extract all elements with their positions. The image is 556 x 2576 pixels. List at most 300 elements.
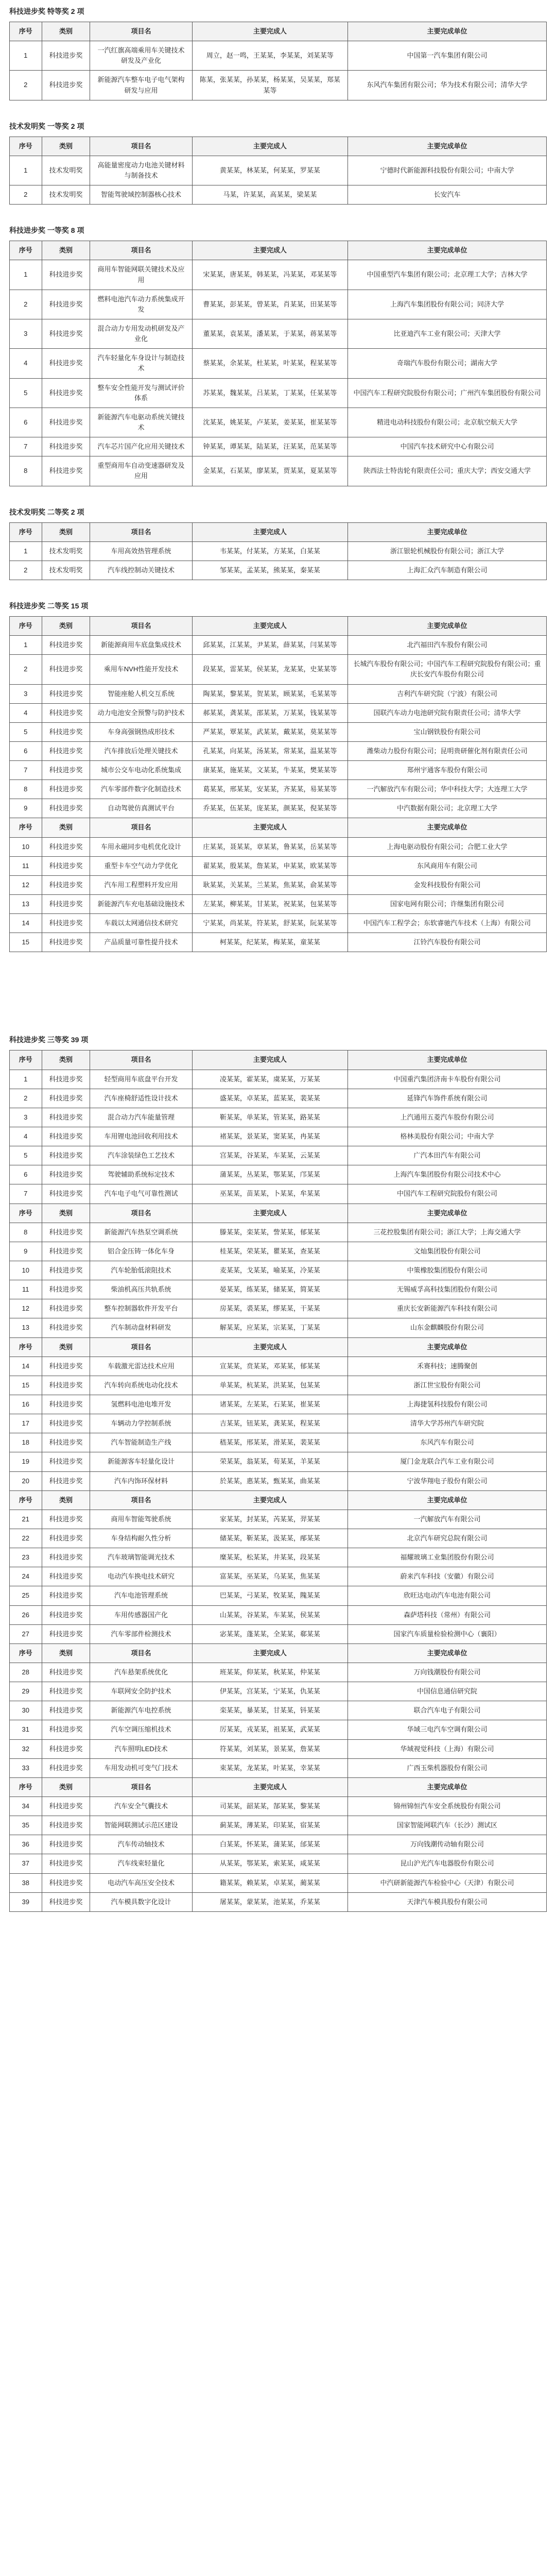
cell-units: 清华大学苏州汽车研究院	[348, 1414, 547, 1433]
table-row	[10, 1892, 547, 1911]
cell-project: 汽车空调压缩机技术	[90, 1720, 192, 1739]
cell-people: 周立，赵一鸣，王某某，李某某，刘某某等	[192, 41, 348, 71]
cell-units: 宁波华翔电子股份有限公司	[348, 1471, 547, 1490]
cell-project: 汽车线控制动关键技术	[90, 561, 192, 580]
column-header-units: 主要完成单位	[348, 1050, 547, 1070]
cell-category: 科技进步奖	[42, 1376, 90, 1395]
cell-category: 科技进步奖	[42, 319, 90, 348]
cell-index: 1	[10, 41, 42, 71]
cell-people: 董某某，袁某某，潘某某，于某某，蒋某某等	[192, 319, 348, 348]
table-row	[10, 684, 547, 703]
cell-category: 科技进步奖	[42, 378, 90, 408]
cell-units: 无锡威孚高科技集团股份有限公司	[348, 1280, 547, 1299]
table-row	[10, 1586, 547, 1605]
cell-project: 电动汽车高压安全技术	[90, 1873, 192, 1892]
cell-units: 吉利汽车研究院（宁波）有限公司	[348, 684, 547, 703]
cell-category: 科技进步奖	[42, 1184, 90, 1204]
cell-project: 智能网联测试示范区建设	[90, 1816, 192, 1835]
cell-project: 自动驾驶仿真测试平台	[90, 799, 192, 818]
table-header-row	[10, 1204, 547, 1223]
cell-people: 解某某，应某某，宗某某，丁某某	[192, 1318, 348, 1337]
table-row	[10, 895, 547, 914]
cell-category: 科技进步奖	[42, 1758, 90, 1777]
cell-people: 家某某，封某某，芮某某，羿某某	[192, 1510, 348, 1529]
cell-project: 柴油机高压共轨系统	[90, 1280, 192, 1299]
cell-index: 17	[10, 1414, 42, 1433]
cell-index: 32	[10, 1739, 42, 1758]
cell-index: 7	[10, 1184, 42, 1204]
table-header-row	[10, 1050, 547, 1070]
table-row	[10, 741, 547, 760]
table-row	[10, 1720, 547, 1739]
cell-index: 6	[10, 1165, 42, 1184]
cell-units: 潍柴动力股份有限公司；昆明贵研催化剂有限责任公司	[348, 741, 547, 760]
cell-category: 科技进步奖	[42, 1299, 90, 1318]
cell-category: 科技进步奖	[42, 761, 90, 780]
cell-project: 车用锂电池回收利用技术	[90, 1127, 192, 1146]
cell-index: 12	[10, 875, 42, 894]
cell-units: 联合汽车电子有限公司	[348, 1701, 547, 1720]
table-header-row	[10, 22, 547, 41]
cell-index: 3	[10, 1108, 42, 1127]
table-row	[10, 1089, 547, 1108]
cell-category: 技术发明奖	[42, 561, 90, 580]
column-header-category: 类别	[42, 1204, 90, 1223]
table-row	[10, 703, 547, 722]
cell-category: 科技进步奖	[42, 856, 90, 875]
cell-project: 轻型商用车底盘平台开发	[90, 1070, 192, 1089]
cell-project: 新能源商用车底盘集成技术	[90, 636, 192, 655]
column-header-units: 主要完成单位	[348, 1337, 547, 1357]
cell-people: 麦某某，戈某某，喻某某，冷某某	[192, 1261, 348, 1280]
cell-people: 籍某某，赖某某，卓某某，蔺某某	[192, 1873, 348, 1892]
column-header-people: 主要完成人	[192, 137, 348, 156]
table-header-row	[10, 1777, 547, 1797]
cell-people: 晏某某，练某某，储某某，简某某	[192, 1280, 348, 1299]
cell-project: 智能座舱人机交互系统	[90, 684, 192, 703]
cell-category: 科技进步奖	[42, 1089, 90, 1108]
column-header-project: 项目名	[90, 137, 192, 156]
cell-units: 金发科技股份有限公司	[348, 875, 547, 894]
cell-index: 4	[10, 703, 42, 722]
cell-index: 24	[10, 1567, 42, 1586]
section-title: 科技进步奖 二等奖 15 项	[9, 601, 89, 610]
cell-units: 宁德时代新能源科技股份有限公司；中南大学	[348, 156, 547, 185]
cell-units: 华域三电汽车空调有限公司	[348, 1720, 547, 1739]
cell-category: 科技进步奖	[42, 1873, 90, 1892]
cell-project: 汽车轻量化车身设计与制造技术	[90, 349, 192, 378]
cell-index: 1	[10, 260, 42, 290]
cell-units: 三花控股集团有限公司；浙江大学；上海交通大学	[348, 1223, 547, 1242]
cell-people: 曹某某，彭某某，曾某某，肖某某，田某某等	[192, 290, 348, 319]
cell-category: 科技进步奖	[42, 799, 90, 818]
cell-project: 汽车电子电气可靠性测试	[90, 1184, 192, 1204]
cell-project: 电动汽车换电技术研究	[90, 1567, 192, 1586]
cell-index: 2	[10, 1089, 42, 1108]
column-header-category: 类别	[42, 1050, 90, 1070]
cell-project: 汽车涂装绿色工艺技术	[90, 1146, 192, 1165]
table-row	[10, 1280, 547, 1299]
cell-index: 15	[10, 1376, 42, 1395]
column-header-category: 类别	[42, 1490, 90, 1510]
column-header-category: 类别	[42, 1337, 90, 1357]
table-row	[10, 1510, 547, 1529]
table-row	[10, 1318, 547, 1337]
cell-people: 蒲某某，丛某某，鄂某某，邝某某	[192, 1165, 348, 1184]
cell-people: 伊某某，宫某某，宁某某，仇某某	[192, 1682, 348, 1701]
column-header-index: 序号	[10, 1490, 42, 1510]
cell-units: 上海捷氢科技股份有限公司	[348, 1395, 547, 1414]
cell-units: 上海汽车集团股份有限公司技术中心	[348, 1165, 547, 1184]
cell-category: 科技进步奖	[42, 1433, 90, 1452]
cell-people: 宁某某，尚某某，符某某，舒某某，阮某某等	[192, 914, 348, 933]
cell-people: 凌某某，霍某某，虞某某，万某某	[192, 1070, 348, 1089]
table-row	[10, 1854, 547, 1873]
cell-category: 科技进步奖	[42, 636, 90, 655]
cell-index: 16	[10, 1395, 42, 1414]
cell-project: 汽车模具数字化设计	[90, 1892, 192, 1911]
section-title: 科技进步奖 一等奖 8 项	[9, 226, 84, 235]
award-table	[9, 22, 547, 100]
cell-category: 科技进步奖	[42, 71, 90, 100]
award-section	[9, 115, 547, 205]
cell-project: 汽车转向系统电动化技术	[90, 1376, 192, 1395]
cell-category: 科技进步奖	[42, 1682, 90, 1701]
cell-index: 35	[10, 1816, 42, 1835]
cell-units: 重庆长安新能源汽车科技有限公司	[348, 1299, 547, 1318]
cell-index: 2	[10, 290, 42, 319]
cell-category: 科技进步奖	[42, 741, 90, 760]
cell-category: 科技进步奖	[42, 408, 90, 437]
cell-people: 白某某，怀某某，蒲某某，邰某某	[192, 1835, 348, 1854]
cell-project: 新能源汽车充电基础设施技术	[90, 895, 192, 914]
cell-project: 汽车用工程塑料开发应用	[90, 875, 192, 894]
award-section	[9, 595, 547, 953]
cell-people: 蔡某某，余某某，杜某某，叶某某，程某某等	[192, 349, 348, 378]
cell-project: 城市公交车电动化系统集成	[90, 761, 192, 780]
cell-units: 上汽通用五菱汽车股份有限公司	[348, 1108, 547, 1127]
cell-index: 7	[10, 761, 42, 780]
table-header-row	[10, 818, 547, 837]
cell-people: 马某，许某某，高某某，梁某某	[192, 185, 348, 205]
award-section	[9, 0, 547, 100]
table-row	[10, 1242, 547, 1261]
cell-units: 广汽本田汽车有限公司	[348, 1146, 547, 1165]
cell-category: 科技进步奖	[42, 1414, 90, 1433]
table-row	[10, 1529, 547, 1548]
cell-index: 2	[10, 71, 42, 100]
cell-index: 6	[10, 408, 42, 437]
cell-index: 36	[10, 1835, 42, 1854]
cell-units: 宝山钢铁股份有限公司	[348, 722, 547, 741]
table-row	[10, 260, 547, 290]
cell-units: 欣旺达电动汽车电池有限公司	[348, 1586, 547, 1605]
column-header-project: 项目名	[90, 1643, 192, 1663]
cell-project: 重型卡车空气动力学优化	[90, 856, 192, 875]
column-header-index: 序号	[10, 1337, 42, 1357]
cell-category: 科技进步奖	[42, 895, 90, 914]
cell-index: 7	[10, 437, 42, 456]
cell-category: 科技进步奖	[42, 1223, 90, 1242]
table-row	[10, 319, 547, 348]
cell-units: 东风商用车有限公司	[348, 856, 547, 875]
cell-index: 4	[10, 349, 42, 378]
cell-people: 苏某某，魏某某，吕某某，丁某某，任某某等	[192, 378, 348, 408]
cell-project: 商用车智能网联关键技术及应用	[90, 260, 192, 290]
cell-units: 精进电动科技股份有限公司；北京航空航天大学	[348, 408, 547, 437]
cell-units: 比亚迪汽车工业有限公司；天津大学	[348, 319, 547, 348]
column-header-index: 序号	[10, 616, 42, 635]
cell-index: 30	[10, 1701, 42, 1720]
column-header-project: 项目名	[90, 818, 192, 837]
cell-project: 燃料电池汽车动力系统集成开发	[90, 290, 192, 319]
cell-units: 长城汽车股份有限公司；中国汽车工程研究院股份有限公司；重庆长安汽车股份有限公司	[348, 655, 547, 684]
cell-index: 8	[10, 1223, 42, 1242]
column-header-people: 主要完成人	[192, 1490, 348, 1510]
cell-people: 嵇某某，邢某某，滑某某，裴某某	[192, 1433, 348, 1452]
table-row	[10, 837, 547, 856]
cell-category: 科技进步奖	[42, 1529, 90, 1548]
cell-people: 诸某某，左某某，石某某，崔某某	[192, 1395, 348, 1414]
cell-category: 科技进步奖	[42, 1663, 90, 1682]
table-row	[10, 875, 547, 894]
cell-units: 上海电驱动股份有限公司；合肥工业大学	[348, 837, 547, 856]
cell-index: 9	[10, 1242, 42, 1261]
cell-people: 束某某，龙某某，叶某某，幸某某	[192, 1758, 348, 1777]
cell-project: 汽车芯片国产化应用关键技术	[90, 437, 192, 456]
cell-category: 科技进步奖	[42, 456, 90, 486]
cell-project: 整车安全性能开发与测试评价体系	[90, 378, 192, 408]
cell-units: 中国汽车工程学会；东软睿驰汽车技术（上海）有限公司	[348, 914, 547, 933]
table-row	[10, 933, 547, 952]
cell-index: 13	[10, 895, 42, 914]
cell-units: 浙江世宝股份有限公司	[348, 1376, 547, 1395]
cell-people: 左某某，柳某某，甘某某，祝某某，包某某等	[192, 895, 348, 914]
cell-project: 混合动力汽车能量管理	[90, 1108, 192, 1127]
column-header-people: 主要完成人	[192, 522, 348, 541]
award-table	[9, 522, 547, 580]
cell-category: 科技进步奖	[42, 1605, 90, 1624]
award-section	[9, 501, 547, 580]
cell-units: 山东金麒麟股份有限公司	[348, 1318, 547, 1337]
column-header-index: 序号	[10, 1204, 42, 1223]
cell-people: 靳某某，单某某，管某某，路某某	[192, 1108, 348, 1127]
cell-units: 北京汽车研究总院有限公司	[348, 1529, 547, 1548]
column-header-people: 主要完成人	[192, 616, 348, 635]
cell-index: 11	[10, 856, 42, 875]
cell-category: 科技进步奖	[42, 1586, 90, 1605]
cell-project: 汽车零部件数字化制造技术	[90, 780, 192, 799]
cell-units: 江铃汽车股份有限公司	[348, 933, 547, 952]
cell-category: 科技进步奖	[42, 1854, 90, 1873]
cell-units: 中国第一汽车集团有限公司	[348, 41, 547, 71]
column-header-index: 序号	[10, 241, 42, 260]
table-row	[10, 1165, 547, 1184]
cell-category: 科技进步奖	[42, 1127, 90, 1146]
award-table	[9, 1050, 547, 1911]
cell-category: 科技进步奖	[42, 1835, 90, 1854]
cell-project: 汽车线束轻量化	[90, 1854, 192, 1873]
table-row	[10, 1261, 547, 1280]
column-header-index: 序号	[10, 1777, 42, 1797]
cell-index: 1	[10, 541, 42, 561]
table-row	[10, 1452, 547, 1471]
table-row	[10, 1797, 547, 1816]
column-header-project: 项目名	[90, 22, 192, 41]
cell-project: 新能源汽车热泵空调系统	[90, 1223, 192, 1242]
table-header-row	[10, 1643, 547, 1663]
column-header-people: 主要完成人	[192, 1204, 348, 1223]
cell-people: 蓟某某，薄某某，印某某，宿某某	[192, 1816, 348, 1835]
cell-people: 宓某某，蓬某某，全某某，郗某某	[192, 1624, 348, 1643]
cell-units: 中汽研新能源汽车检验中心（天津）有限公司	[348, 1873, 547, 1892]
cell-people: 富某某，巫某某，乌某某，焦某某	[192, 1567, 348, 1586]
cell-people: 滕某某，栾某某，訾某某，郁某某	[192, 1223, 348, 1242]
cell-people: 房某某，裘某某，缪某某，干某某	[192, 1299, 348, 1318]
table-row	[10, 1471, 547, 1490]
cell-people: 金某某，石某某，廖某某，贾某某，夏某某等	[192, 456, 348, 486]
cell-units: 国家电网有限公司；许继集团有限公司	[348, 895, 547, 914]
cell-units: 上海汇众汽车制造有限公司	[348, 561, 547, 580]
cell-project: 车用传感器国产化	[90, 1605, 192, 1624]
table-header-row	[10, 522, 547, 541]
cell-category: 科技进步奖	[42, 349, 90, 378]
table-row	[10, 655, 547, 684]
column-header-project: 项目名	[90, 241, 192, 260]
cell-people: 孔某某，向某某，汤某某，常某某，温某某等	[192, 741, 348, 760]
column-header-project: 项目名	[90, 616, 192, 635]
cell-category: 科技进步奖	[42, 1146, 90, 1165]
award-section	[9, 1028, 547, 1911]
cell-people: 储某某，靳某某，汲某某，邴某某	[192, 1529, 348, 1548]
cell-index: 18	[10, 1433, 42, 1452]
cell-units: 陕西法士特齿轮有限责任公司；重庆大学；西安交通大学	[348, 456, 547, 486]
cell-category: 技术发明奖	[42, 156, 90, 185]
table-row	[10, 1701, 547, 1720]
cell-index: 20	[10, 1471, 42, 1490]
table-row	[10, 456, 547, 486]
cell-project: 氢燃料电池电堆开发	[90, 1395, 192, 1414]
cell-units: 国联汽车动力电池研究院有限责任公司；清华大学	[348, 703, 547, 722]
cell-project: 汽车传动轴技术	[90, 1835, 192, 1854]
table-row	[10, 378, 547, 408]
table-row	[10, 349, 547, 378]
cell-index: 39	[10, 1892, 42, 1911]
cell-index: 2	[10, 561, 42, 580]
cell-category: 科技进步奖	[42, 1261, 90, 1280]
table-header-row	[10, 241, 547, 260]
cell-units: 国家智能网联汽车（长沙）测试区	[348, 1816, 547, 1835]
cell-index: 5	[10, 722, 42, 741]
cell-project: 新能源汽车电驱动系统关键技术	[90, 408, 192, 437]
cell-people: 陈某，张某某，孙某某，杨某某，吴某某，郑某某等	[192, 71, 348, 100]
table-row	[10, 1548, 547, 1567]
column-header-units: 主要完成单位	[348, 1204, 547, 1223]
cell-index: 37	[10, 1854, 42, 1873]
cell-index: 19	[10, 1452, 42, 1471]
cell-category: 科技进步奖	[42, 933, 90, 952]
cell-category: 科技进步奖	[42, 1510, 90, 1529]
section-title: 技术发明奖 一等奖 2 项	[9, 122, 84, 130]
table-row	[10, 1567, 547, 1586]
cell-project: 汽车安全气囊技术	[90, 1797, 192, 1816]
cell-units: 中策橡胶集团股份有限公司	[348, 1261, 547, 1280]
column-header-units: 主要完成单位	[348, 1490, 547, 1510]
cell-units: 昆山沪光汽车电器股份有限公司	[348, 1854, 547, 1873]
cell-people: 葛某某，邢某某，安某某，齐某某，易某某等	[192, 780, 348, 799]
cell-people: 宋某某，唐某某，韩某某，冯某某，邓某某等	[192, 260, 348, 290]
cell-units: 郑州宇通客车股份有限公司	[348, 761, 547, 780]
cell-project: 整车控制器软件开发平台	[90, 1299, 192, 1318]
table-row	[10, 1414, 547, 1433]
cell-index: 26	[10, 1605, 42, 1624]
cell-index: 31	[10, 1720, 42, 1739]
cell-project: 一汽红旗高端乘用车关键技术研发及产业化	[90, 41, 192, 71]
cell-units: 浙江银轮机械股份有限公司；浙江大学	[348, 541, 547, 561]
table-row	[10, 561, 547, 580]
cell-index: 33	[10, 1758, 42, 1777]
column-header-project: 项目名	[90, 1490, 192, 1510]
cell-index: 22	[10, 1529, 42, 1548]
cell-units: 福耀玻璃工业集团股份有限公司	[348, 1548, 547, 1567]
cell-project: 新能源汽车电控系统	[90, 1701, 192, 1720]
column-header-index: 序号	[10, 1643, 42, 1663]
cell-category: 科技进步奖	[42, 1242, 90, 1261]
cell-project: 乘用车NVH性能开发技术	[90, 655, 192, 684]
cell-units: 锦州锦恒汽车安全系统股份有限公司	[348, 1797, 547, 1816]
cell-people: 沈某某，姚某某，卢某某，姜某某，崔某某等	[192, 408, 348, 437]
table-row	[10, 1357, 547, 1376]
column-header-index: 序号	[10, 22, 42, 41]
cell-people: 宣某某，贲某某，邓某某，郁某某	[192, 1357, 348, 1376]
cell-units: 中国重汽集团济南卡车股份有限公司	[348, 1070, 547, 1089]
cell-people: 符某某，刘某某，景某某，詹某某	[192, 1739, 348, 1758]
column-header-units: 主要完成单位	[348, 616, 547, 635]
cell-index: 8	[10, 780, 42, 799]
table-row	[10, 856, 547, 875]
cell-units: 中汽数据有限公司；北京理工大学	[348, 799, 547, 818]
award-table	[9, 137, 547, 205]
column-header-units: 主要完成单位	[348, 241, 547, 260]
section-title: 科技进步奖 三等奖 39 项	[9, 1036, 89, 1044]
cell-index: 1	[10, 1070, 42, 1089]
cell-people: 糜某某，松某某，井某某，段某某	[192, 1548, 348, 1567]
cell-project: 重型商用车自动变速器研发及应用	[90, 456, 192, 486]
table-row	[10, 1433, 547, 1452]
cell-people: 桂某某，荣某某，瞿某某，查某某	[192, 1242, 348, 1261]
cell-units: 厦门金龙联合汽车工业有限公司	[348, 1452, 547, 1471]
column-header-category: 类别	[42, 1643, 90, 1663]
cell-project: 车用发动机可变气门技术	[90, 1758, 192, 1777]
cell-index: 3	[10, 319, 42, 348]
cell-index: 4	[10, 1127, 42, 1146]
cell-category: 科技进步奖	[42, 780, 90, 799]
column-header-project: 项目名	[90, 1050, 192, 1070]
table-row	[10, 761, 547, 780]
cell-units: 东风汽车有限公司	[348, 1433, 547, 1452]
cell-category: 技术发明奖	[42, 185, 90, 205]
cell-project: 汽车电池管理系统	[90, 1586, 192, 1605]
table-row	[10, 1663, 547, 1682]
cell-units: 中国信息通信研究院	[348, 1682, 547, 1701]
cell-units: 东风汽车集团有限公司；华为技术有限公司；清华大学	[348, 71, 547, 100]
section-title: 技术发明奖 二等奖 2 项	[9, 507, 84, 516]
cell-units: 格林美股份有限公司；中南大学	[348, 1127, 547, 1146]
cell-people: 司某某，韶某某，郜某某，黎某某	[192, 1797, 348, 1816]
column-header-project: 项目名	[90, 1204, 192, 1223]
cell-project: 汽车排放后处理关键技术	[90, 741, 192, 760]
cell-index: 34	[10, 1797, 42, 1816]
